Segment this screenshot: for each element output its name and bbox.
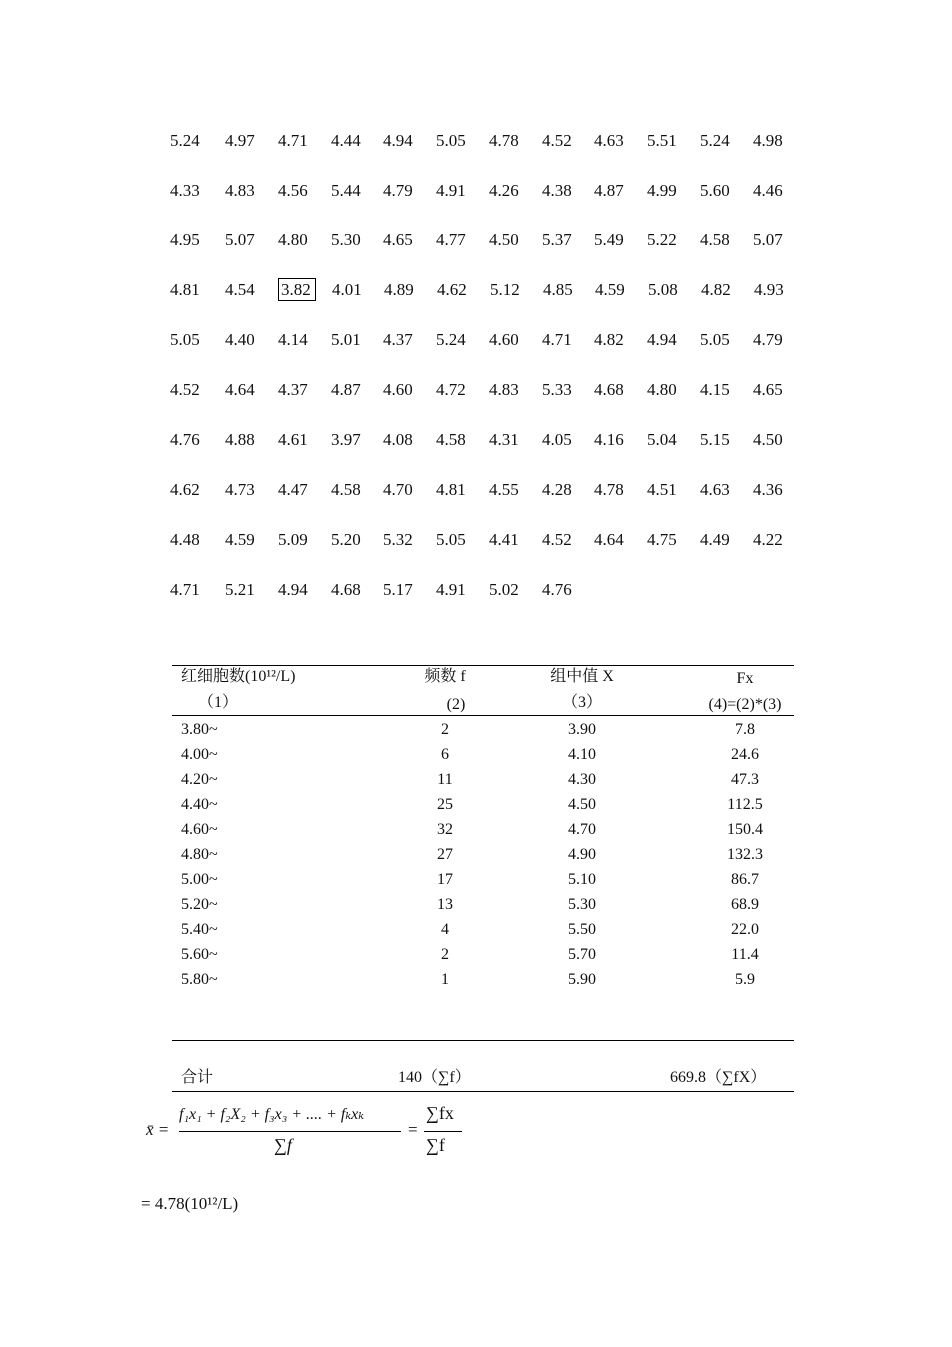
frequency-cell: 4: [441, 921, 449, 938]
data-grid-cell: 4.49: [700, 530, 730, 549]
data-grid-cell: 4.91: [436, 580, 466, 599]
data-grid-cell: 4.94: [278, 580, 308, 599]
midpoint-cell: 5.90: [568, 971, 596, 988]
formula-lhs: x̄ =: [146, 1120, 170, 1139]
total-fx: 669.8（∑fX）: [670, 1069, 767, 1086]
class-range-cell: 4.60~: [181, 821, 218, 838]
class-range-cell: 4.40~: [181, 796, 218, 813]
frequency-cell: 25: [437, 796, 453, 813]
data-grid-cell: 5.22: [647, 230, 677, 249]
table-row: [0, 869, 952, 894]
data-grid-cell: 5.07: [225, 230, 255, 249]
data-grid-cell: 4.31: [489, 430, 519, 449]
data-grid-cell: 4.71: [278, 131, 308, 150]
data-grid-cell: 5.33: [542, 380, 572, 399]
data-grid-cell: 5.49: [594, 230, 624, 249]
frequency-cell: 32: [437, 821, 453, 838]
class-range-cell: 5.00~: [181, 871, 218, 888]
class-range-cell: 4.80~: [181, 846, 218, 863]
fx-cell: 68.9: [731, 896, 759, 913]
table-total-rule: [172, 1040, 794, 1041]
header-midpoint-sub: （3）: [561, 694, 602, 711]
table-top-rule: [172, 665, 794, 666]
data-grid-cell: 4.71: [542, 330, 572, 349]
data-grid-cell: 4.80: [647, 380, 677, 399]
data-grid-cell: 4.41: [489, 530, 519, 549]
data-grid-cell: 4.99: [647, 181, 677, 200]
data-grid-cell: 4.16: [594, 430, 624, 449]
frequency-cell: 11: [437, 771, 453, 788]
data-grid-cell: 5.01: [331, 330, 361, 349]
formula-rhs-bar: [424, 1131, 462, 1132]
data-grid-cell: 4.05: [542, 430, 572, 449]
data-grid-cell: 4.81: [170, 280, 200, 299]
table-row: [0, 744, 952, 769]
fx-cell: 132.3: [727, 846, 763, 863]
midpoint-cell: 5.50: [568, 921, 596, 938]
data-grid-cell: 5.15: [700, 430, 730, 449]
header-rbc-count-sub: （1）: [198, 694, 239, 711]
fx-cell: 7.8: [735, 721, 755, 738]
data-grid-cell: 4.82: [701, 280, 731, 299]
class-range-cell: 4.00~: [181, 746, 218, 763]
fx-cell: 112.5: [727, 796, 763, 813]
data-grid-cell: 4.14: [278, 330, 308, 349]
data-grid-cell: 4.01: [332, 280, 362, 299]
formula-numerator: f₁x₁ + f₂X₂ + f₃x₃ + .... + fₖxₖ: [179, 1106, 365, 1123]
data-grid-cell: 4.79: [753, 330, 783, 349]
data-grid-cell: 4.36: [753, 480, 783, 499]
data-grid-cell: 4.87: [331, 380, 361, 399]
data-grid-cell: 4.44: [331, 131, 361, 150]
fx-cell: 22.0: [731, 921, 759, 938]
data-grid-cell: 5.24: [436, 330, 466, 349]
frequency-cell: 2: [441, 721, 449, 738]
data-grid-cell: 4.26: [489, 181, 519, 200]
data-grid-cell: 5.08: [648, 280, 678, 299]
fx-cell: 5.9: [735, 971, 755, 988]
data-grid-cell: 4.62: [437, 280, 467, 299]
midpoint-cell: 4.30: [568, 771, 596, 788]
data-grid-cell: 4.64: [225, 380, 255, 399]
data-grid-cell: 4.37: [278, 380, 308, 399]
data-grid-cell: 5.24: [700, 131, 730, 150]
header-midpoint: 组中值 X: [550, 668, 614, 685]
midpoint-cell: 4.70: [568, 821, 596, 838]
data-grid-cell: 4.50: [489, 230, 519, 249]
formula-denominator: ∑f: [274, 1135, 292, 1155]
data-grid-cell: 5.12: [490, 280, 520, 299]
midpoint-cell: 5.10: [568, 871, 596, 888]
data-grid-cell: 4.75: [647, 530, 677, 549]
table-header-rule: [172, 715, 794, 716]
data-grid-cell: 5.20: [331, 530, 361, 549]
table-row: [0, 969, 952, 994]
fx-cell: 47.3: [731, 771, 759, 788]
data-grid-cell: 4.22: [753, 530, 783, 549]
frequency-cell: 17: [437, 871, 453, 888]
table-bottom-rule: [172, 1091, 794, 1092]
data-grid-cell: 4.52: [170, 380, 200, 399]
data-grid-cell: 4.97: [225, 131, 255, 150]
data-grid-cell: 4.83: [489, 380, 519, 399]
data-grid-cell: 4.52: [542, 131, 572, 150]
data-grid-cell: 5.17: [383, 580, 413, 599]
total-label: 合计: [181, 1069, 214, 1086]
class-range-cell: 5.20~: [181, 896, 218, 913]
data-grid-cell: 4.83: [225, 181, 255, 200]
data-grid-cell: 4.89: [384, 280, 414, 299]
data-grid-cell: 4.68: [331, 580, 361, 599]
data-grid-cell: 4.70: [383, 480, 413, 499]
header-rbc-count: 红细胞数(10¹²/L): [181, 668, 296, 685]
fx-cell: 24.6: [731, 746, 759, 763]
table-row: [0, 819, 952, 844]
data-grid-cell: 5.05: [436, 131, 466, 150]
frequency-cell: 13: [437, 896, 453, 913]
data-grid-cell: 4.15: [700, 380, 730, 399]
frequency-cell: 2: [441, 946, 449, 963]
data-grid-cell: 5.05: [436, 530, 466, 549]
data-grid-cell: 4.51: [647, 480, 677, 499]
data-grid-cell: 4.58: [700, 230, 730, 249]
data-grid-cell: 4.91: [436, 181, 466, 200]
data-grid-cell: 4.76: [170, 430, 200, 449]
class-range-cell: 4.20~: [181, 771, 218, 788]
formula-fraction-bar: [179, 1131, 401, 1132]
data-grid-cell: 5.24: [170, 131, 200, 150]
table-row: [0, 894, 952, 919]
table-row: [0, 919, 952, 944]
data-grid-cell: 4.56: [278, 181, 308, 200]
data-grid-cell: 4.38: [542, 181, 572, 200]
data-grid-cell: 4.71: [170, 580, 200, 599]
class-range-cell: 5.40~: [181, 921, 218, 938]
data-grid-cell: 5.51: [647, 131, 677, 150]
data-grid-cell: 4.47: [278, 480, 308, 499]
data-grid-cell: 4.52: [542, 530, 572, 549]
midpoint-cell: 4.90: [568, 846, 596, 863]
data-grid-cell: 5.09: [278, 530, 308, 549]
data-grid-cell: 4.40: [225, 330, 255, 349]
data-grid-cell: 4.88: [225, 430, 255, 449]
formula-equals: =: [408, 1120, 418, 1139]
header-fx-sub: (4)=(2)*(3): [708, 696, 782, 713]
class-range-cell: 5.80~: [181, 971, 218, 988]
class-range-cell: 3.80~: [181, 721, 218, 738]
formula-rhs-denominator: ∑f: [426, 1135, 445, 1155]
data-grid-cell: 4.87: [594, 181, 624, 200]
data-grid-cell: 4.79: [383, 181, 413, 200]
table-row: [0, 844, 952, 869]
midpoint-cell: 5.30: [568, 896, 596, 913]
data-grid-cell: 4.46: [753, 181, 783, 200]
midpoint-cell: 4.10: [568, 746, 596, 763]
data-grid-cell: 4.68: [594, 380, 624, 399]
data-grid-cell: 4.85: [543, 280, 573, 299]
data-grid-cell: 4.55: [489, 480, 519, 499]
data-grid-cell: 4.65: [383, 230, 413, 249]
midpoint-cell: 3.90: [568, 721, 596, 738]
total-frequency: 140（∑f）: [398, 1069, 471, 1086]
data-grid-cell: 4.48: [170, 530, 200, 549]
data-grid-cell: 4.60: [383, 380, 413, 399]
data-grid-cell: 5.04: [647, 430, 677, 449]
data-grid-cell: 4.98: [753, 131, 783, 150]
frequency-cell: 6: [441, 746, 449, 763]
formula-rhs-numerator: ∑fx: [426, 1103, 454, 1123]
data-grid-cell: 5.60: [700, 181, 730, 200]
data-grid-cell: 4.93: [754, 280, 784, 299]
data-grid-cell: 4.78: [594, 480, 624, 499]
table-row: [0, 944, 952, 969]
highlighted-min-value: 3.82: [278, 275, 330, 305]
data-grid-cell: 4.63: [700, 480, 730, 499]
fx-cell: 86.7: [731, 871, 759, 888]
fx-cell: 150.4: [727, 821, 763, 838]
class-range-cell: 5.60~: [181, 946, 218, 963]
table-row: [0, 769, 952, 794]
data-grid-cell: 5.02: [489, 580, 519, 599]
data-grid-cell: 4.95: [170, 230, 200, 249]
data-grid-cell: 5.37: [542, 230, 572, 249]
frequency-cell: 1: [441, 971, 449, 988]
data-grid-cell: 4.59: [595, 280, 625, 299]
data-grid-cell: 4.73: [225, 480, 255, 499]
data-grid-cell: 4.61: [278, 430, 308, 449]
data-grid-cell: 4.64: [594, 530, 624, 549]
header-frequency: 频数 f: [424, 668, 466, 685]
data-grid-cell: 4.82: [594, 330, 624, 349]
header-frequency-sub: (2): [446, 696, 466, 713]
data-grid-cell: 5.05: [700, 330, 730, 349]
data-grid-cell: 4.59: [225, 530, 255, 549]
data-grid-cell: 4.94: [383, 131, 413, 150]
table-row: [0, 719, 952, 744]
data-grid-cell: 4.72: [436, 380, 466, 399]
data-grid-cell: 4.63: [594, 131, 624, 150]
data-grid-cell: 4.08: [383, 430, 413, 449]
data-grid-cell: 5.07: [753, 230, 783, 249]
data-grid-cell: 5.44: [331, 181, 361, 200]
midpoint-cell: 4.50: [568, 796, 596, 813]
data-grid-cell: 4.60: [489, 330, 519, 349]
midpoint-cell: 5.70: [568, 946, 596, 963]
data-grid-cell: 4.37: [383, 330, 413, 349]
data-grid-cell: 4.77: [436, 230, 466, 249]
data-grid-cell: 4.33: [170, 181, 200, 200]
data-grid-cell: 4.54: [225, 280, 255, 299]
data-grid-cell: 4.58: [436, 430, 466, 449]
data-grid-cell: 4.50: [753, 430, 783, 449]
fx-cell: 11.4: [731, 946, 759, 963]
data-grid-cell: 4.78: [489, 131, 519, 150]
data-grid-cell: 5.30: [331, 230, 361, 249]
mean-result: = 4.78(10¹²/L): [141, 1194, 239, 1213]
data-grid-cell: 4.81: [436, 480, 466, 499]
data-grid-cell: 5.21: [225, 580, 255, 599]
data-grid-cell: 4.76: [542, 580, 572, 599]
header-fx: Fx: [736, 670, 754, 687]
data-grid-cell: 3.97: [331, 430, 361, 449]
data-grid-cell: 4.80: [278, 230, 308, 249]
data-grid-cell: 4.62: [170, 480, 200, 499]
data-grid-cell: 4.58: [331, 480, 361, 499]
data-grid-cell: 4.94: [647, 330, 677, 349]
frequency-cell: 27: [437, 846, 453, 863]
mean-formula: [146, 1100, 546, 1160]
table-row: [0, 794, 952, 819]
data-grid-cell: 5.32: [383, 530, 413, 549]
data-grid-cell: 4.28: [542, 480, 572, 499]
data-grid-cell: 5.05: [170, 330, 200, 349]
data-grid-cell: 4.65: [753, 380, 783, 399]
